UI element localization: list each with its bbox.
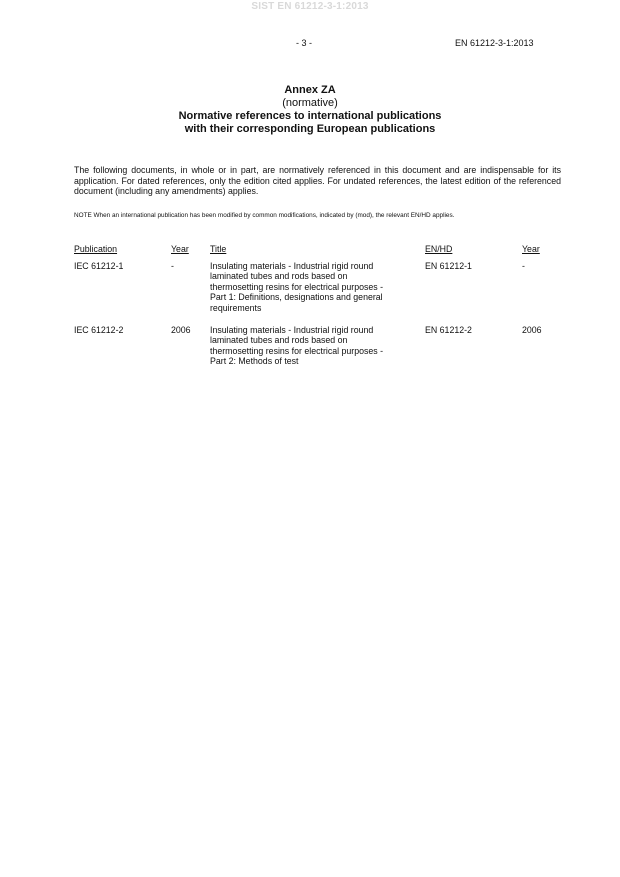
annex-subtitle-line1: Normative references to international publications xyxy=(178,110,442,122)
row1-title-line: Part 1: Definitions, designations and general xyxy=(210,292,383,303)
row1-publication: IEC 61212-1 xyxy=(74,261,124,271)
annex-heading xyxy=(0,84,620,136)
row1-title-line: Insulating materials - Industrial rigid round xyxy=(210,261,374,271)
row2-title-line: thermosetting resins for electrical purposes - xyxy=(210,345,384,356)
row2-title xyxy=(210,325,418,367)
row1-title-line: laminated tubes and rods based on xyxy=(210,271,348,282)
row2-year: 2006 xyxy=(171,325,191,335)
row1-title-line: thermosetting resins for electrical purposes - xyxy=(210,281,384,292)
watermark: SIST EN 61212-3-1:2013 xyxy=(251,1,369,12)
header-en-hd: EN/HD xyxy=(425,244,453,254)
annex-type: (normative) xyxy=(282,97,338,109)
row2-title-line: Insulating materials - Industrial rigid round xyxy=(210,325,374,335)
row2-en-hd: EN 61212-2 xyxy=(425,325,472,335)
page-number: - 3 - xyxy=(296,38,313,48)
note-paragraph: NOTE When an international publication has been modified by common modifications, indicated by (mod), the relevant EN/HD applies. xyxy=(74,212,455,219)
header-year2: Year xyxy=(522,244,540,254)
header-publication: Publication xyxy=(74,244,118,254)
header-title: Title xyxy=(210,244,227,254)
row1-year2: - xyxy=(522,261,525,271)
row1-year: - xyxy=(171,261,174,271)
header-year: Year xyxy=(171,244,189,254)
document-reference: EN 61212-3-1:2013 xyxy=(455,38,534,48)
row2-title-line: Part 2: Methods of test xyxy=(210,356,299,367)
row2-year2: 2006 xyxy=(522,325,542,335)
row2-title-line: laminated tubes and rods based on xyxy=(210,335,348,346)
intro-paragraph: The following documents, in whole or in part, are normatively referenced in this document and are indispensable for its application. For dated references, only the edition cited applies. For undated references, the latest edition of the referenced document (including any amendments) applies. xyxy=(74,165,561,196)
row1-title-line: requirements xyxy=(210,302,262,313)
row2-publication: IEC 61212-2 xyxy=(74,325,124,335)
annex-title: Annex ZA xyxy=(284,84,336,96)
row1-title xyxy=(210,261,418,313)
annex-subtitle-line2: with their corresponding European publications xyxy=(184,123,436,135)
row1-en-hd: EN 61212-1 xyxy=(425,261,472,271)
